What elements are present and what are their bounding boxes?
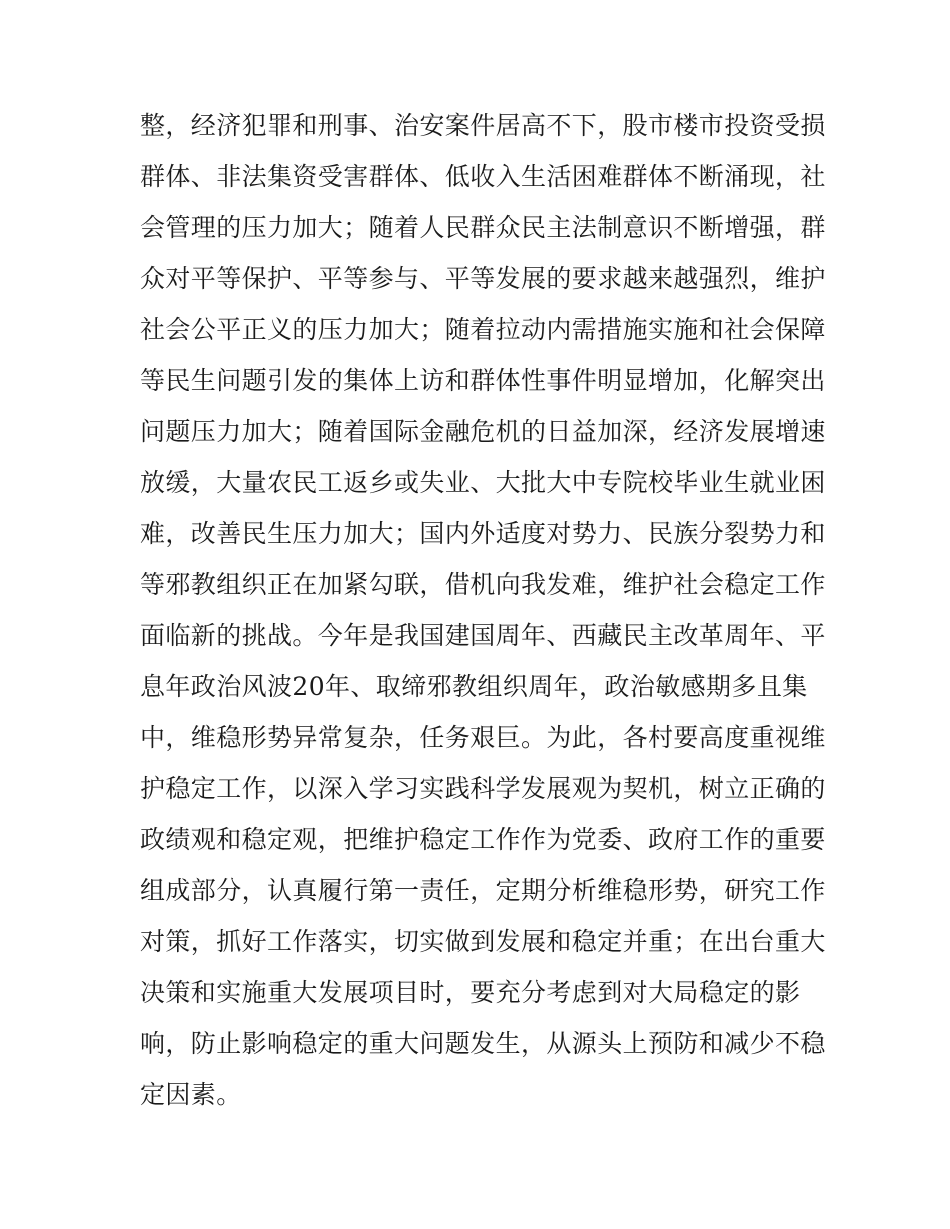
text-line: 放缓，大量农民工返乡或失业、大批大中专院校毕业生就业困	[140, 468, 826, 497]
text-line: 等民生问题引发的集体上访和群体性事件明显增加，化解突出	[140, 366, 826, 395]
body-paragraph	[140, 106, 826, 1126]
text-line: 等邪教组织正在加紧勾联，借机向我发难，维护社会稳定工作	[140, 570, 826, 599]
text-line: 组成部分，认真履行第一责任，定期分析维稳形势，研究工作	[140, 876, 826, 905]
text-line: 问题压力加大；随着国际金融危机的日益加深，经济发展增速	[140, 417, 826, 446]
text-line: 群体、非法集资受害群体、低收入生活困难群体不断涌现，社	[140, 162, 826, 191]
text-line: 众对平等保护、平等参与、平等发展的要求越来越强烈，维护	[140, 264, 826, 293]
text-line: 整，经济犯罪和刑事、治安案件居高不下，股市楼市投资受损	[140, 111, 826, 140]
text-line: 定因素。	[140, 1080, 242, 1109]
text-line: 面临新的挑战。今年是我国建国周年、西藏民主改革周年、平	[140, 621, 826, 650]
text-line: 会管理的压力加大；随着人民群众民主法制意识不断增强，群	[140, 213, 826, 242]
text-line: 难，改善民生压力加大；国内外适度对势力、民族分裂势力和	[140, 519, 826, 548]
text-line: 政绩观和稳定观，把维护稳定工作作为党委、政府工作的重要	[140, 825, 826, 854]
text-line: 息年政治风波20年、取缔邪教组织周年，政治敏感期多且集	[140, 672, 808, 701]
text-line: 对策，抓好工作落实，切实做到发展和稳定并重；在出台重大	[140, 927, 826, 956]
text-line: 社会公平正义的压力加大；随着拉动内需措施实施和社会保障	[140, 315, 826, 344]
text-line: 响，防止影响稳定的重大问题发生，从源头上预防和减少不稳	[140, 1029, 826, 1058]
text-line: 中，维稳形势异常复杂，任务艰巨。为此，各村要高度重视维	[140, 723, 826, 752]
text-line: 护稳定工作，以深入学习实践科学发展观为契机，树立正确的	[140, 774, 826, 803]
text-line: 决策和实施重大发展项目时，要充分考虑到对大局稳定的影	[140, 978, 801, 1007]
